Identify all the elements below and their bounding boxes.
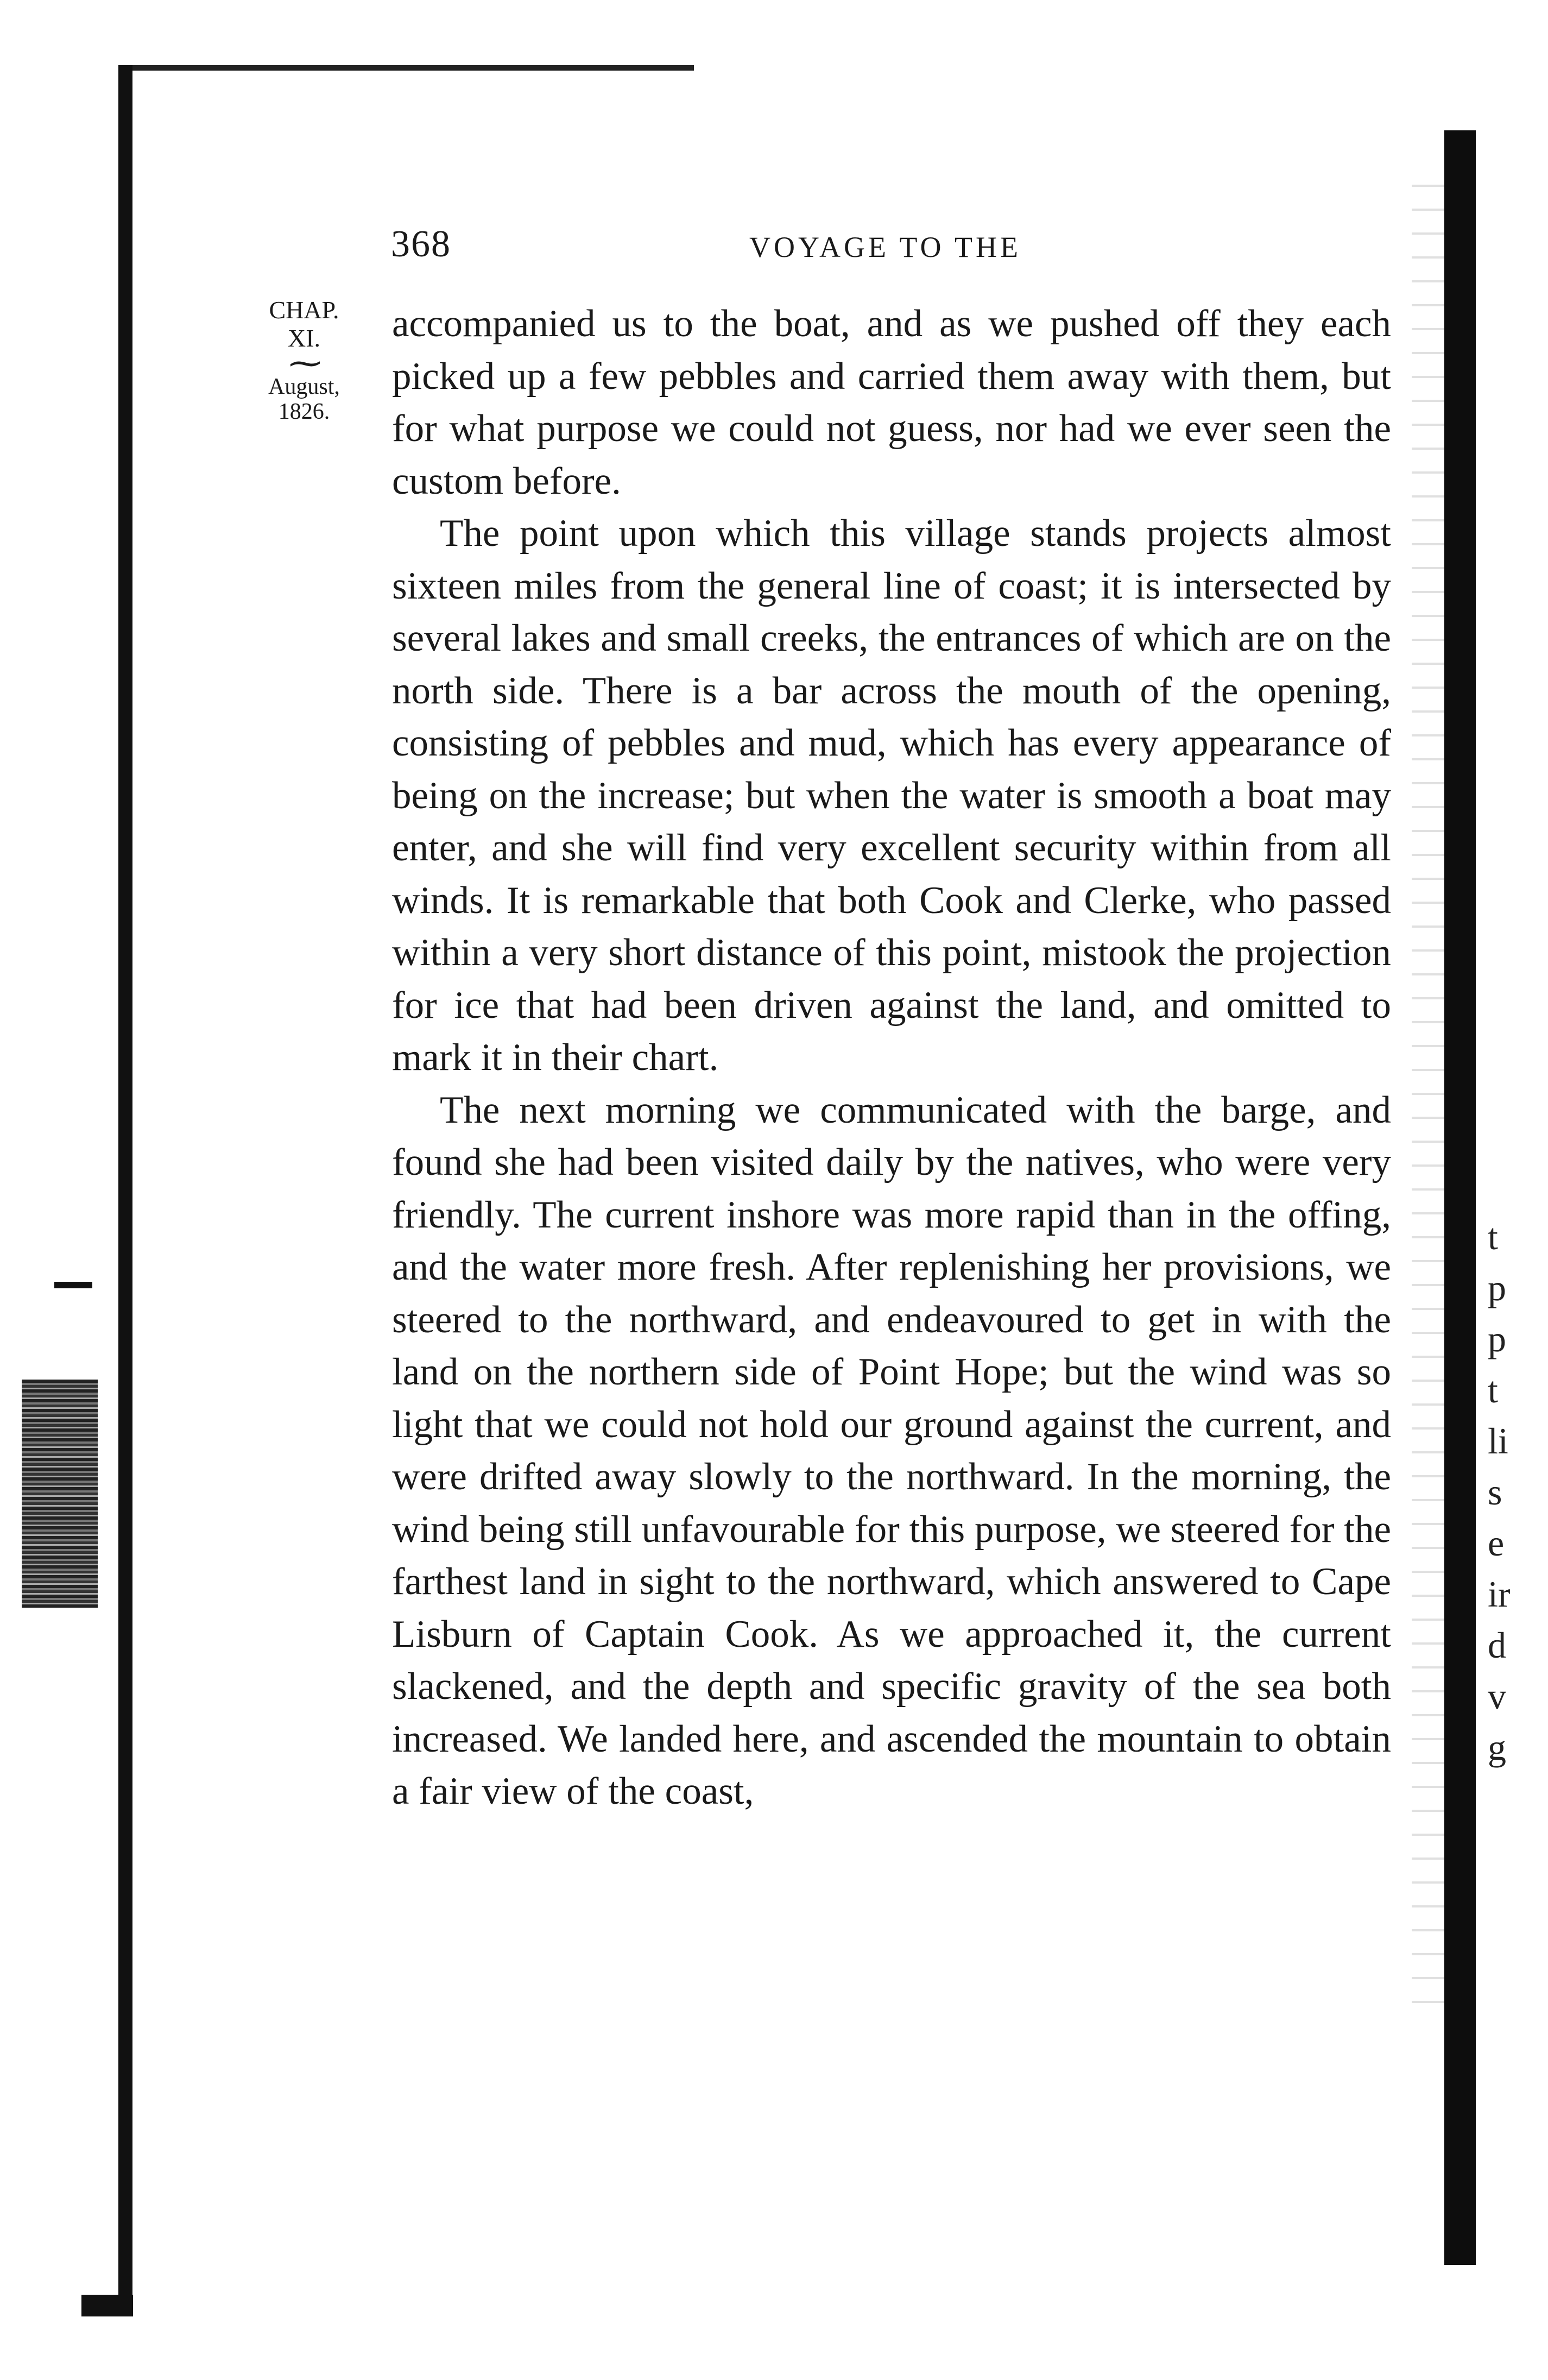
fragment-letter: p [1488, 1267, 1506, 1308]
chapter-number: XI. [287, 324, 321, 352]
page-border-left [118, 65, 132, 2314]
scan-mark [54, 1282, 92, 1288]
fragment-letter: v [1488, 1676, 1506, 1717]
fragment-letter: g [1488, 1727, 1506, 1768]
page-border-bottom [81, 2295, 133, 2316]
fragment-letter: s [1488, 1471, 1502, 1513]
fragment-letter: t [1488, 1369, 1498, 1411]
page-border-top [118, 65, 694, 71]
fragment-letter: e [1488, 1522, 1505, 1564]
fragment-letter: d [1488, 1625, 1506, 1666]
fragment-letter: ir [1488, 1573, 1511, 1615]
page-gutter-shadow [1444, 130, 1476, 2265]
facing-page-fragments [1488, 1211, 1537, 2113]
margin-note [233, 296, 375, 424]
chapter-label: CHAP. [269, 296, 339, 324]
page-number: 368 [391, 223, 451, 265]
page-header [391, 223, 1401, 277]
fragment-letter: p [1488, 1318, 1506, 1359]
fragment-letter: li [1488, 1420, 1508, 1462]
paragraph: accompanied us to the boat, and as we pushed off they each picked up a few pebbles and carried them away with them, but for what purpose we could not guess, nor had we ever seen the custom before. [392, 303, 1391, 502]
scan-shadow [1412, 163, 1444, 2010]
paragraph: The next morning we communicated with the barge, and found she had been visited daily by the natives, who were very friendly. The current inshore was more rapid than in the offing, and the water more fresh. After replenishing her provisions, we steered to the northward, and endeavoured to get in with the land on the northern side of Point Hope; but the wind was so light that we could not hold our ground against the current, and were drifted away slowly to the northward. In the morning, the wind being still unfavourable for this purpose, we steered for the farthest land in sight to the northward, which answered to Cape Lisburn of Captain Cook. As we approached it, the current slackened, and the depth and specific gravity of the sea both increased. We landed here, and ascended the mountain to obtain a fair view of the coast, [392, 1088, 1391, 1812]
margin-year: 1826. [278, 399, 330, 424]
fragment-letter: t [1488, 1216, 1498, 1257]
running-head: VOYAGE TO THE [749, 231, 1022, 263]
margin-month: August, [268, 374, 340, 399]
body-text [392, 298, 1391, 1818]
paragraph: The point upon which this village stands projects almost sixteen miles from the general line of coast; it is intersected by several lakes and small creeks, the entrances of which are on the north side. There is a bar across the mouth of the opening, consisting of pebbles and mud, which has every appearance of being on the increase; but when the water is smooth a boat may enter, and she will find very excellent security within from all winds. It is remarkable that both Cook and Clerke, who passed within a very short distance of this point, mistook the projection for ice that had been driven against the land, and omitted to mark it in their chart. [392, 512, 1391, 1079]
scan-noise [22, 1380, 98, 1608]
swash-ornament: ⁓ [289, 345, 319, 381]
